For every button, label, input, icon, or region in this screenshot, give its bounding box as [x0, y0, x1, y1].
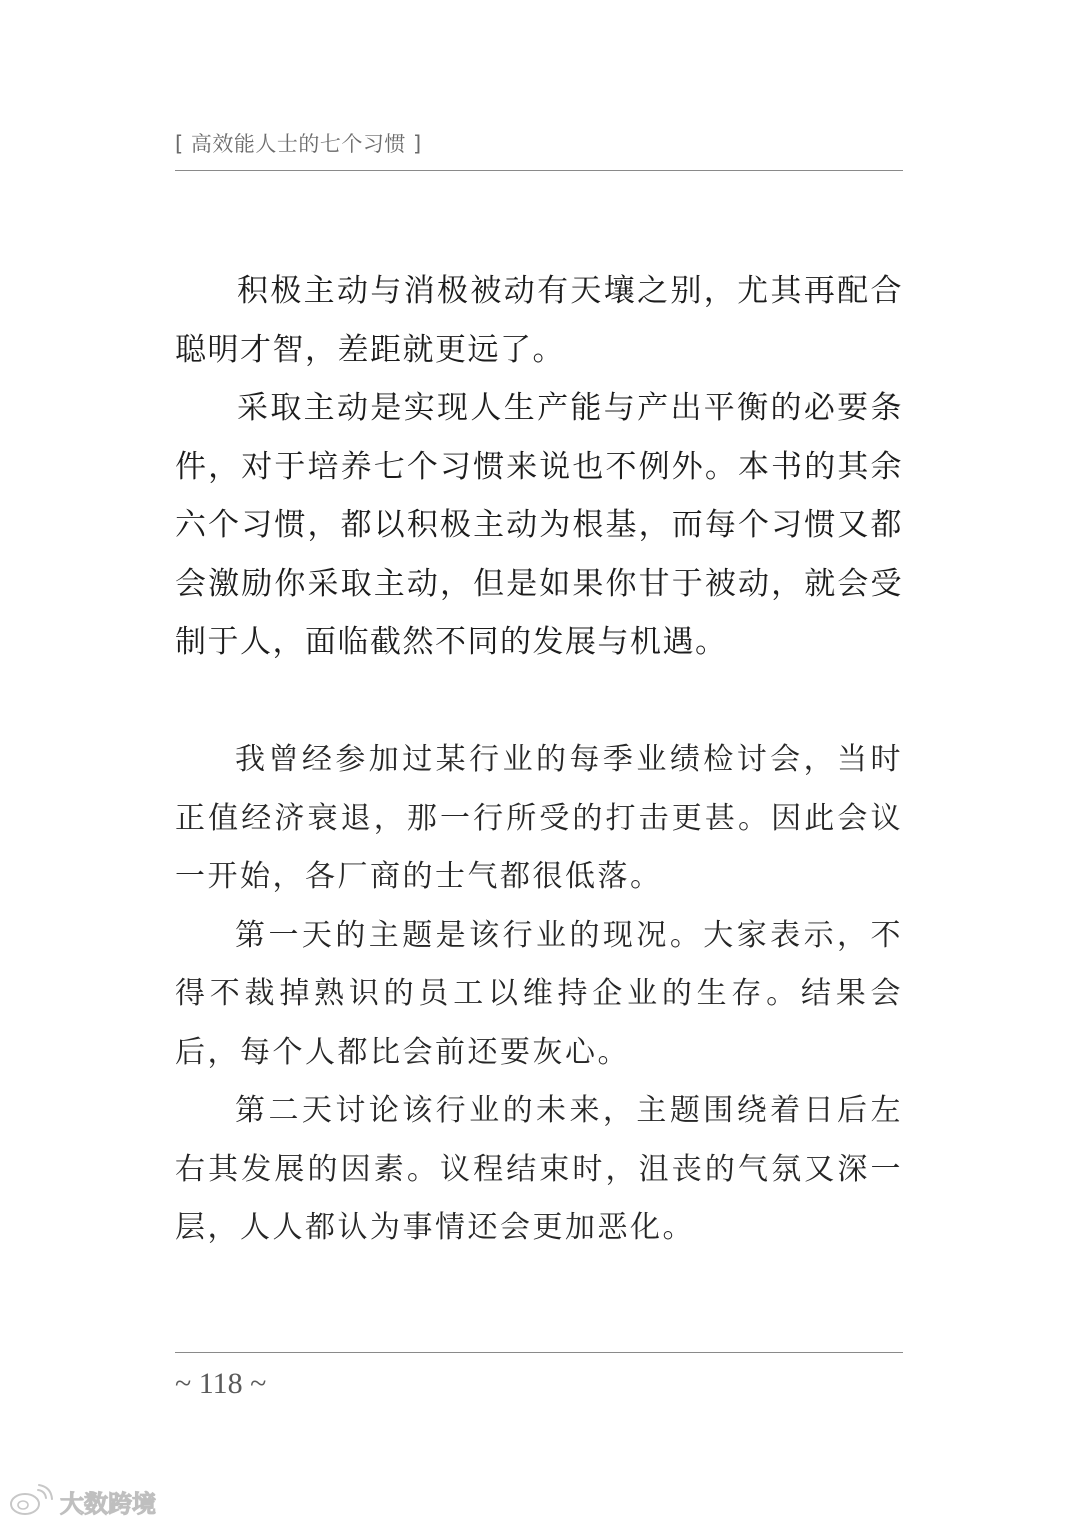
book-title: [ 高效能人士的七个习惯 ] — [175, 132, 422, 156]
watermark-text: 大数跨境 — [60, 1489, 156, 1518]
text-section-summary — [175, 262, 903, 672]
page-number: ~ 118 ~ — [175, 1367, 267, 1400]
weibo-logo-icon — [8, 1484, 54, 1518]
paragraph: 积极主动与消极被动有天壤之别，尤其再配合聪明才智，差距就更远了。 — [175, 273, 903, 368]
paragraph: 第一天的主题是该行业的现况。大家表示，不得不裁掉熟识的员工以维持企业的生存。结果会后，每个人都比会前还要灰心。 — [175, 918, 903, 1069]
paragraph: 采取主动是实现人生产能与产出平衡的必要条件，对于培养七个习惯来说也不例外。本书的其余六个习惯，都以积极主动为根基，而每个习惯又都会激励你采取主动，但是如果你甘于被动，就会受制于人，面临截然不同的发展与机遇。 — [175, 390, 903, 660]
footer-divider — [175, 1352, 903, 1353]
paragraph: 我曾经参加过某行业的每季业绩检讨会，当时正值经济衰退，那一行所受的打击更甚。因此会议一开始，各厂商的士气都很低落。 — [175, 743, 903, 893]
paragraph: 第二天讨论该行业的未来，主题围绕着日后左右其发展的因素。议程结束时，沮丧的气氛又深一层，人人都认为事情还会更加恶化。 — [175, 1094, 903, 1244]
text-section-story — [175, 731, 903, 1258]
watermark — [8, 1483, 156, 1519]
running-header — [175, 124, 903, 171]
